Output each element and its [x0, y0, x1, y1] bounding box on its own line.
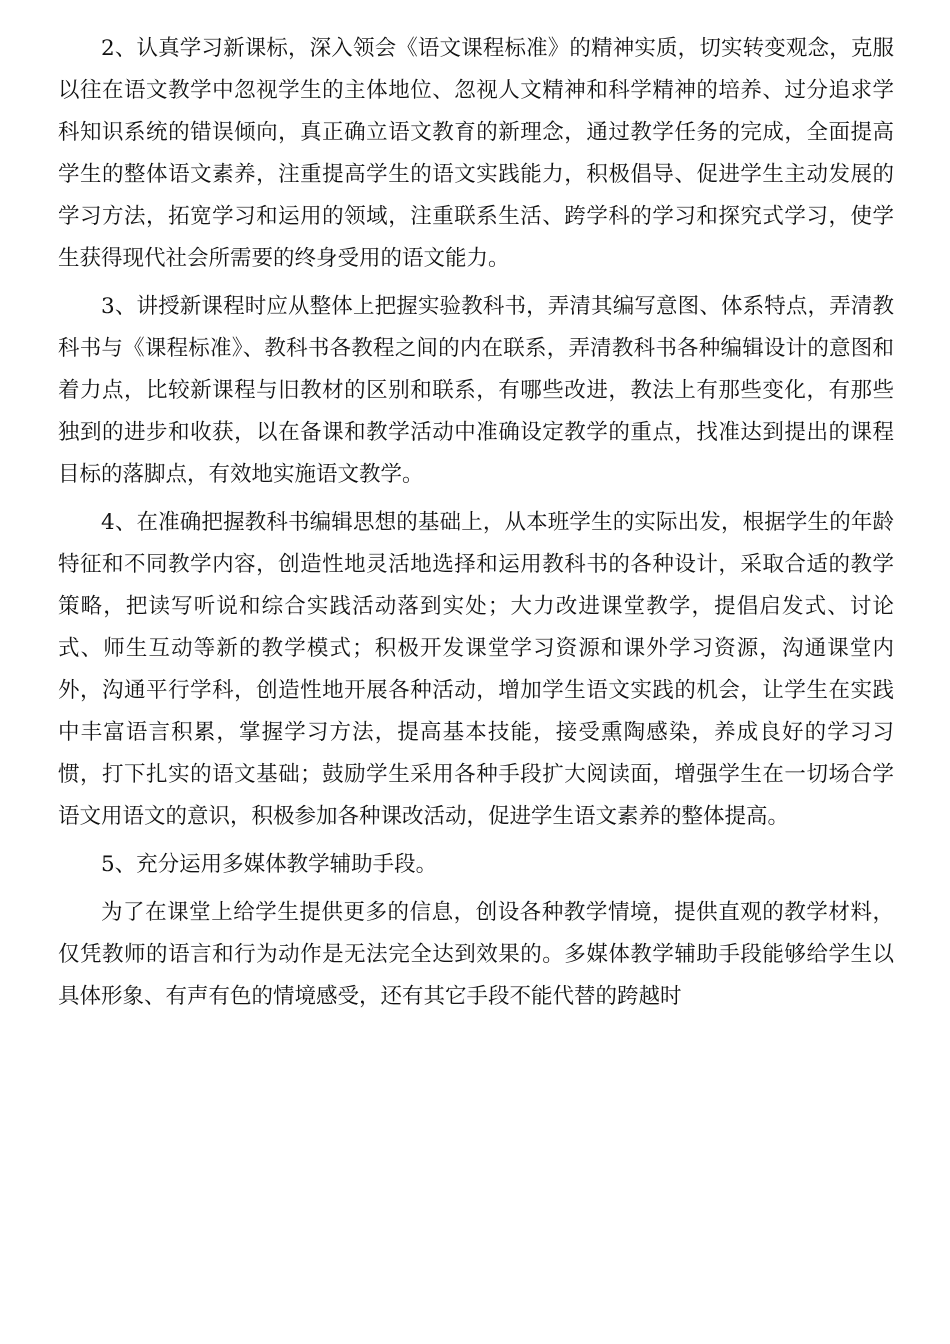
- paragraph-4-teaching-strategy: 4、在准确把握教科书编辑思想的基础上，从本班学生的实际出发，根据学生的年龄特征和不同教学内容，创造性地灵活地选择和运用教科书的各种设计，采取合适的教学策略，把读写听说和综合实践活动落到实处；大力改进课堂教学，提倡启发式、讨论式、师生互动等新的教学模式；积极开发课堂学习资源和课外学习资源，沟通课堂内外，沟通平行学科，创造性地开展各种活动，增加学生语文实践的机会，让学生在实践中丰富语言积累，掌握学习方法，提高基本技能，接受熏陶感染，养成良好的学习习惯，打下扎实的语文基础；鼓励学生采用各种手段扩大阅读面，增强学生在一切场合学语文用语文的意识，积极参加各种课改活动，促进学生语文素养的整体提高。: [58, 510, 894, 829]
- paragraph-multimedia-body: 为了在课堂上给学生提供更多的信息，创设各种教学情境，提供直观的教学材料，仅凭教师的语言和行为动作是无法完全达到效果的。多媒体教学辅助手段能够给学生以具体形象、有声有色的情境感受，还有其它手段不能代替的跨越时: [58, 900, 894, 1009]
- document-page: [58, 28, 894, 1024]
- paragraph-3-textbook-overview: 3、讲授新课程时应从整体上把握实验教科书，弄清其编写意图、体系特点，弄清教科书与《课程标准》、教科书各教程之间的内在联系，弄清教科书各种编辑设计的意图和着力点，比较新课程与旧教材的区别和联系，有哪些改进，教法上有那些变化，有那些独到的进步和收获，以在备课和教学活动中准确设定教学的重点，找准达到提出的课程目标的落脚点，有效地实施语文教学。: [58, 294, 894, 487]
- paragraph-2-study-curriculum-standard: 2、认真学习新课标，深入领会《语文课程标准》的精神实质，切实转变观念，克服以往在语文教学中忽视学生的主体地位、忽视人文精神和科学精神的培养、过分追求学科知识系统的错误倾向，真正确立语文教育的新理念，通过教学任务的完成，全面提高学生的整体语文素养，注重提高学生的语文实践能力，积极倡导、促进学生主动发展的学习方法，拓宽学习和运用的领域，注重联系生活、跨学科的学习和探究式学习，使学生获得现代社会所需要的终身受用的语文能力。: [58, 36, 894, 271]
- paragraph-5-heading-multimedia: 5、充分运用多媒体教学辅助手段。: [101, 852, 438, 877]
